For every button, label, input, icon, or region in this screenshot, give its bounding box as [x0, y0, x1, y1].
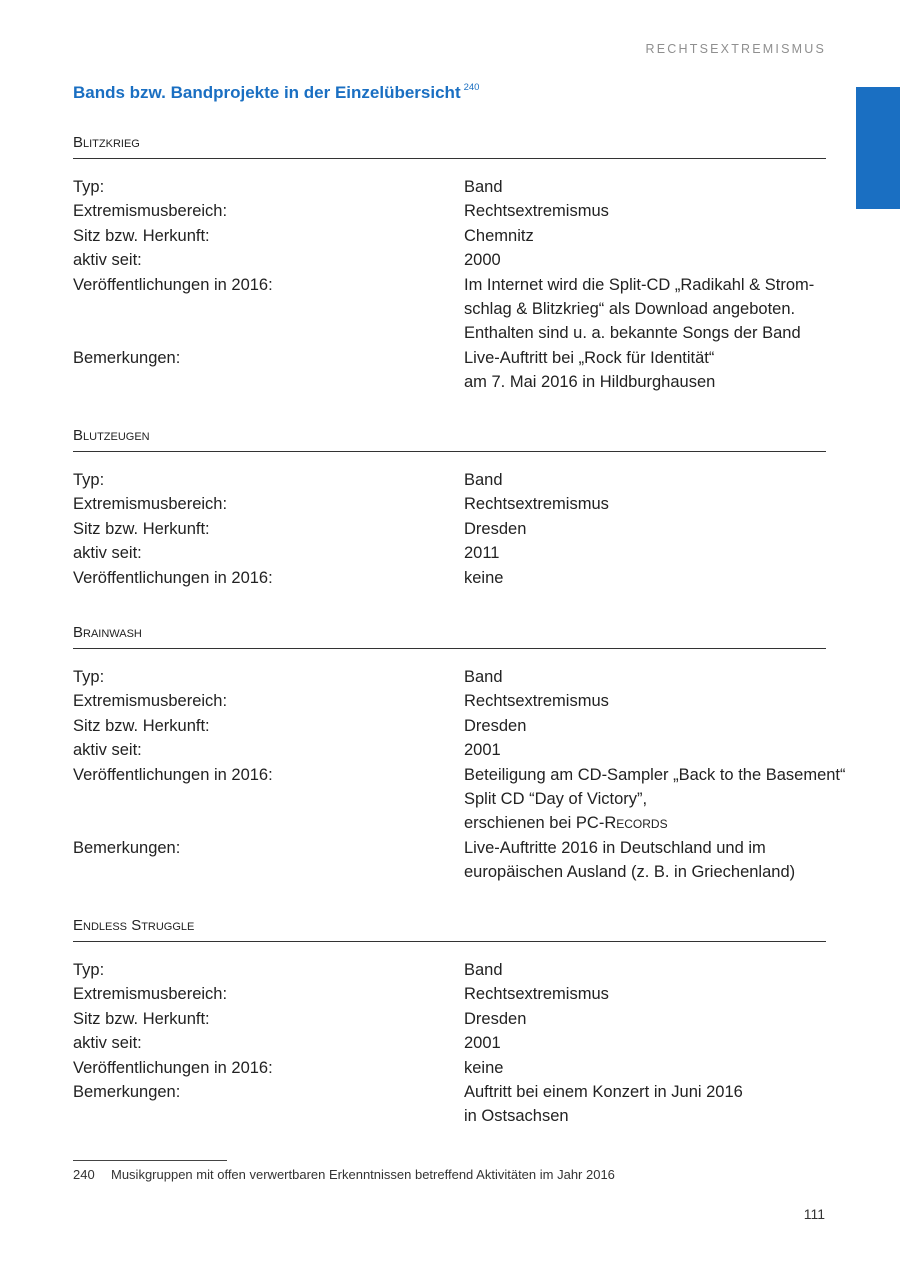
- detail-row: [73, 1007, 826, 1031]
- detail-value-line: Split CD “Day of Victory”,: [464, 790, 648, 809]
- detail-value-line: erschienen bei PC-Records: [464, 814, 668, 833]
- detail-value: [464, 224, 826, 248]
- detail-label: Veröffentlichungen in 2016:: [73, 275, 273, 294]
- detail-value-line: Rechtsextremismus: [464, 495, 609, 514]
- detail-label: aktiv seit:: [73, 251, 142, 270]
- detail-label: Sitz bzw. Herkunft:: [73, 226, 210, 245]
- detail-value-line: Dresden: [464, 519, 527, 538]
- detail-row: [73, 566, 826, 590]
- band-section-endless-struggle: [73, 915, 826, 1129]
- detail-row: [73, 665, 826, 689]
- detail-label: Bemerkungen:: [73, 838, 181, 857]
- detail-value: [464, 175, 826, 199]
- detail-row: [73, 468, 826, 492]
- detail-label: Extremismusbereich:: [73, 202, 228, 221]
- detail-row: [73, 836, 826, 885]
- detail-label: aktiv seit:: [73, 544, 142, 563]
- band-details: [73, 468, 826, 590]
- detail-value-line: europäischen Ausland (z. B. in Griechenland): [464, 863, 796, 882]
- band-name: Brainwash: [73, 622, 826, 649]
- detail-value-line: Enthalten sind u. a. bekannte Songs der Band: [464, 324, 801, 343]
- detail-label: Typ:: [73, 668, 105, 686]
- detail-label: Bemerkungen:: [73, 348, 181, 367]
- detail-row: [73, 224, 826, 248]
- band-name: Blutzeugen: [73, 425, 826, 452]
- band-details: [73, 665, 846, 885]
- band-section-blutzeugen: [73, 425, 826, 590]
- detail-value-line: schlag & Blitzkrieg“ als Download angeboten.: [464, 300, 796, 319]
- detail-value-line: Chemnitz: [464, 226, 534, 245]
- detail-value-line: Auftritt bei einem Konzert in Juni 2016: [464, 1083, 743, 1102]
- page-title-text: Bands bzw. Bandprojekte in der Einzelübersicht: [73, 83, 461, 102]
- page-number: 111: [803, 1206, 825, 1222]
- footnote-number: 240: [73, 1167, 95, 1182]
- detail-value: [464, 492, 826, 516]
- detail-row: [73, 763, 846, 836]
- detail-label: aktiv seit:: [73, 741, 142, 760]
- detail-row: [73, 958, 826, 982]
- band-section-brainwash: [73, 622, 846, 885]
- detail-label: Typ:: [73, 178, 105, 196]
- band-name: Endless Struggle: [73, 915, 826, 942]
- detail-value: [464, 199, 826, 223]
- detail-value: [464, 665, 826, 689]
- detail-value: [464, 836, 826, 885]
- detail-value: [464, 248, 826, 272]
- detail-row: [73, 689, 826, 713]
- detail-value-line: Rechtsextremismus: [464, 202, 609, 221]
- running-header: RECHTSEXTREMISMUS: [645, 42, 826, 56]
- page-title: [73, 83, 479, 103]
- detail-row: [73, 982, 826, 1006]
- detail-row: [73, 541, 826, 565]
- chapter-tab-marker: [856, 87, 900, 209]
- detail-value-line: Dresden: [464, 716, 527, 735]
- detail-row: [73, 248, 826, 272]
- detail-label: Sitz bzw. Herkunft:: [73, 1009, 210, 1028]
- detail-value-line: in Ostsachsen: [464, 1107, 569, 1126]
- detail-label: Veröffentlichungen in 2016:: [73, 1058, 273, 1077]
- band-name: Blitzkrieg: [73, 132, 826, 159]
- detail-label: Extremismusbereich:: [73, 495, 228, 514]
- detail-value-line: Band: [464, 961, 503, 979]
- detail-row: [73, 1056, 826, 1080]
- footnote-rule: [73, 1160, 227, 1161]
- detail-value-line: Beteiligung am CD-Sampler „Back to the Basement“: [464, 765, 846, 784]
- detail-value: [464, 517, 826, 541]
- band-section-blitzkrieg: [73, 132, 826, 395]
- detail-value-line: Band: [464, 178, 503, 196]
- detail-value: [464, 958, 826, 982]
- detail-value: [464, 689, 826, 713]
- detail-row: [73, 492, 826, 516]
- detail-value-line: am 7. Mai 2016 in Hildburghausen: [464, 373, 716, 392]
- detail-value: [464, 1080, 826, 1129]
- detail-value-line: 2011: [464, 544, 500, 563]
- title-footnote-ref: 240: [463, 82, 480, 94]
- detail-value: [464, 738, 826, 762]
- detail-label: Extremismusbereich:: [73, 985, 228, 1004]
- detail-value-line: Dresden: [464, 1009, 527, 1028]
- detail-label: Bemerkungen:: [73, 1083, 181, 1102]
- detail-value: [464, 468, 826, 492]
- detail-value-line: Band: [464, 471, 503, 489]
- detail-value: [464, 541, 826, 565]
- detail-value: [464, 1007, 826, 1031]
- detail-label: Veröffentlichungen in 2016:: [73, 568, 273, 587]
- detail-label: Extremismusbereich:: [73, 692, 228, 711]
- label-name: Records: [604, 814, 668, 833]
- detail-row: [73, 346, 826, 395]
- band-details: [73, 175, 826, 395]
- detail-value-line: 2000: [464, 251, 501, 270]
- detail-value-line: keine: [464, 1058, 504, 1077]
- detail-label: aktiv seit:: [73, 1034, 142, 1053]
- detail-row: [73, 273, 826, 346]
- detail-value-line: Live-Auftritte 2016 in Deutschland und im: [464, 838, 766, 857]
- footnote: [73, 1167, 615, 1182]
- detail-label: Sitz bzw. Herkunft:: [73, 519, 210, 538]
- detail-row: [73, 175, 826, 199]
- detail-value-line: Band: [464, 668, 503, 686]
- detail-value-line: Im Internet wird die Split-CD „Radikahl & Strom-: [464, 275, 815, 294]
- detail-label: Typ:: [73, 961, 105, 979]
- detail-row: [73, 738, 826, 762]
- detail-label: Sitz bzw. Herkunft:: [73, 716, 210, 735]
- detail-value: [464, 982, 826, 1006]
- footnote-text: Musikgruppen mit offen verwertbaren Erkenntnissen betreffend Aktivitäten im Jahr 2016: [111, 1167, 615, 1182]
- detail-row: [73, 199, 826, 223]
- detail-row: [73, 517, 826, 541]
- detail-value: [464, 273, 826, 346]
- detail-value: [464, 714, 826, 738]
- detail-label: Typ:: [73, 471, 105, 489]
- detail-value: [464, 1031, 826, 1055]
- detail-label: Veröffentlichungen in 2016:: [73, 765, 273, 784]
- detail-value: [464, 1056, 826, 1080]
- detail-value-line: Rechtsextremismus: [464, 985, 609, 1004]
- detail-row: [73, 1031, 826, 1055]
- detail-value: [464, 566, 826, 590]
- detail-value-line: 2001: [464, 741, 501, 760]
- detail-row: [73, 714, 826, 738]
- detail-value-line: 2001: [464, 1034, 501, 1053]
- detail-value-line: keine: [464, 568, 504, 587]
- detail-value: [464, 763, 846, 836]
- detail-value: [464, 346, 826, 395]
- detail-value-line: Live-Auftritt bei „Rock für Identität“: [464, 348, 715, 367]
- detail-value-line: Rechtsextremismus: [464, 692, 609, 711]
- detail-row: [73, 1080, 826, 1129]
- band-details: [73, 958, 826, 1129]
